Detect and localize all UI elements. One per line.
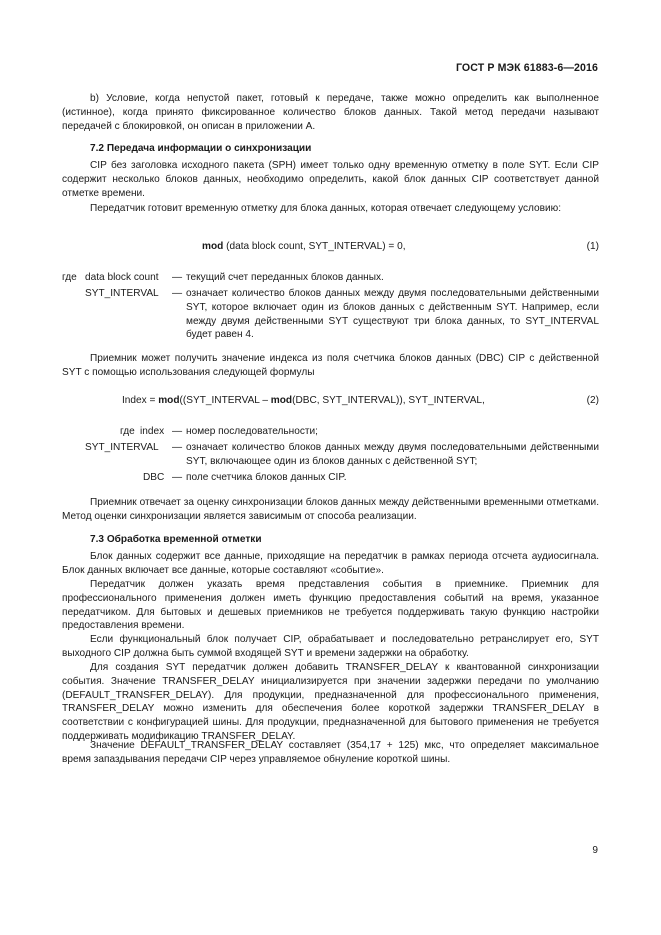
mod-operator: mod [202,241,224,252]
definition-term: SYT_INTERVAL [85,288,159,299]
definition-dash: — [172,472,183,483]
section-7-2-paragraph-2 [62,202,599,216]
formula-2-prefix: Index = [122,395,159,406]
definition-term: DBC [143,472,165,483]
section-7-3-title: 7.3 Обработка временной отметки [90,534,262,545]
section-7-3-heading [62,533,599,547]
formula-1-body: (data block count, SYT_INTERVAL) = 0, [223,241,406,252]
paragraph-text: Для создания SYT передатчик должен добавить TRANSFER_DELAY к квантованной синхронизации события. Значение TRANSFER_DELAY инициализируется при значении задержки передачи по умолчанию (DEFAULT_TRANSFER_DELAY). Для продукции, предназначенной для профессионального применения, TRANSFER_DELAY можно изменить для обеспечения более короткой задержки TRANSFER_DELAY в соответствии с конфигурацией шины. Для продукции, предназначенной для бытового применения не требуется поддерживать модификацию TRANSFER_DELAY. [62,662,599,742]
section-7-3-paragraph-4 [62,661,599,744]
paragraph-text: Передатчик должен указать время представления события в приемнике. Приемник для профессионального применения должен иметь функцию предоставления событий на время, указанное передатчиком. Для бытовых и дешевых приемников не требуется поддерживать такую функцию настройки предоставления времени. [62,579,599,632]
paragraph-text: Если функциональный блок получает CIP, обрабатывает и последовательно ретранслирует его, SYT выходного CIP должна быть суммой входящей SYT и времени задержки на обработку. [62,634,599,659]
formula-1-number: (1) [586,241,599,252]
section-7-2-heading [62,142,599,156]
definition-dash: — [172,288,183,299]
formula-2 [62,394,599,408]
section-7-3-paragraph-2 [62,578,599,633]
mod-operator: mod [158,395,180,406]
paragraph-text: Блок данных содержит все данные, приходящие на передатчик в рамках периода отсчета аудиосигнала. Блок данных включает все данные, которые составляют «событие». [62,551,599,576]
formula-1 [62,240,599,254]
section-7-2-paragraph-3 [62,352,599,380]
section-7-2-paragraph-4 [62,496,599,524]
formula-2-suffix: (DBC, SYT_INTERVAL)), SYT_INTERVAL, [292,395,485,406]
paragraph-text: Передатчик готовит временную отметку для блока данных, которая отвечает следующему условию: [90,203,562,214]
section-7-2-title: 7.2 Передача информации о синхронизации [90,143,312,154]
paragraph-b [62,92,599,133]
definition-term: data block count [85,272,159,283]
definition-text: номер последовательности; [186,426,318,437]
definition-term: index [140,426,165,437]
definition-dash: — [172,272,183,283]
mod-operator: mod [270,395,293,406]
definition-dash: — [172,426,183,437]
section-7-2-paragraph-1 [62,159,599,200]
section-7-3-paragraph-1 [62,550,599,578]
definition-text: поле счетчика блоков данных CIP. [186,472,347,483]
definition-text: текущий счет переданных блоков данных. [186,272,384,283]
formula-1-expression [202,240,406,254]
definition-text: означает количество блоков данных между двумя последовательными действенными SYT, включающее один из блоков данных с действенной SYT; [186,442,599,467]
formula-2-number: (2) [586,395,599,406]
definition-lead: где [62,272,77,283]
definition-term: SYT_INTERVAL [85,442,159,453]
definition-lead: где [120,426,135,437]
definition-text: означает количество блоков данных между двумя последовательными действенными SYT, которое включает один из блоков данных с действенным SYT. Например, если между двумя действенными SYT существуют три блока данных, то SYT_INTERVAL будет равен 4. [186,288,599,341]
formula-2-middle: ((SYT_INTERVAL – [179,395,271,406]
paragraph-text: Значение DEFAULT_TRANSFER_DELAY составляет (354,17 + 125) мкс, что определяет максимальное время запаздывания передачи CIP через управляемое обнуление короткой шины. [62,740,599,765]
formula-2-expression [122,394,485,408]
paragraph-b-text: b) Условие, когда непустой пакет, готовый к передаче, также можно определить как выполненное (истинное), когда принято фиксированное количество блоков данных. Такой метод передачи называют передачей с блокировкой, он описан в приложении А. [62,93,599,132]
standard-header: ГОСТ Р МЭК 61883-6—2016 [455,62,598,74]
definition-dash: — [172,442,183,453]
paragraph-text: Приемник может получить значение индекса из поля счетчика блоков данных (DBC) CIP с действенной SYT с помощью использования следующей формулы [62,353,599,378]
paragraph-text: Приемник отвечает за оценку синхронизации блоков данных между действенными временными отметками. Метод оценки синхронизации является зависимым от способа реализации. [62,497,599,522]
page-number: 9 [592,845,598,856]
paragraph-text: CIP без заголовка исходного пакета (SPH) имеет только одну временную отметку в поле SYT. Если CIP содержит несколько блоков данных, необходимо определить, какой блок данных CIP соответствует данной отметке времени. [62,160,599,199]
section-7-3-paragraph-5 [62,739,599,767]
section-7-3-paragraph-3 [62,633,599,661]
